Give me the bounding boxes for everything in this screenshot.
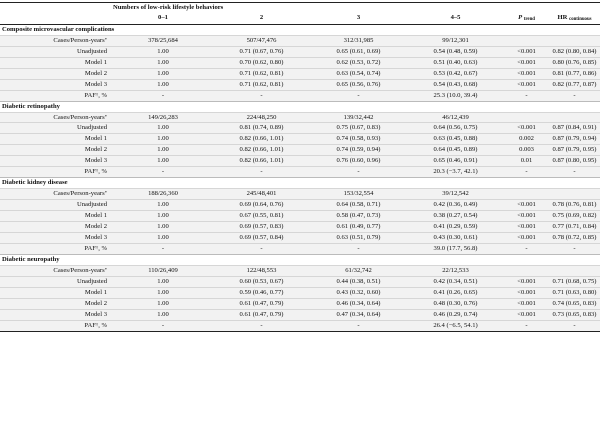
table-cell: 0.77 (0.71, 0.84) xyxy=(549,222,600,233)
table-cell: 1.00 xyxy=(113,200,213,211)
table-cell xyxy=(549,189,600,200)
row-label-text: Model 2 xyxy=(84,299,107,307)
row-label xyxy=(0,243,113,254)
hr-sub: continuous xyxy=(569,16,592,22)
footnote-mark: † xyxy=(95,168,99,174)
table-row xyxy=(0,112,600,123)
table-cell: - xyxy=(549,90,600,101)
header-empty-cell xyxy=(504,3,549,13)
table-cell: 0.01 xyxy=(504,156,549,167)
table-row xyxy=(0,200,600,211)
table-row xyxy=(0,243,600,254)
table-cell: 0.82 (0.66, 1.01) xyxy=(213,145,310,156)
header-empty-cell xyxy=(549,3,600,13)
row-label xyxy=(0,265,113,276)
table-cell xyxy=(504,112,549,123)
row-label xyxy=(0,90,113,101)
row-label-text: Model 1 xyxy=(84,212,107,220)
table-cell: 0.87 (0.79, 0.95) xyxy=(549,145,600,156)
table-cell: 1.00 xyxy=(113,79,213,90)
table-cell: 0.78 (0.76, 0.81) xyxy=(549,200,600,211)
row-label xyxy=(0,134,113,145)
table-cell: 0.63 (0.45, 0.88) xyxy=(407,134,504,145)
table-cell: 1.00 xyxy=(113,287,213,298)
table-cell: 0.82 (0.66, 1.01) xyxy=(213,134,310,145)
table-row xyxy=(0,156,600,167)
table-cell: 188/26,360 xyxy=(113,189,213,200)
table-cell: - xyxy=(213,320,310,331)
row-label-text: Model 1 xyxy=(84,58,107,66)
table-cell: 0.64 (0.58, 0.71) xyxy=(310,200,407,211)
row-label-text: Cases/Person-years xyxy=(53,190,105,198)
table-cell: 25.3 (10.0, 39.4) xyxy=(407,90,504,101)
table-cell: 122/48,553 xyxy=(213,265,310,276)
table-cell: 0.69 (0.64, 0.76) xyxy=(213,200,310,211)
footnote-mark: † xyxy=(95,91,99,97)
row-label-suffix: , % xyxy=(98,244,107,252)
table-row xyxy=(0,309,600,320)
row-label-text: PAF xyxy=(84,91,96,99)
table-cell: 0.43 (0.30, 0.61) xyxy=(407,233,504,244)
row-label-text: Cases/Person-years xyxy=(53,113,105,121)
row-label xyxy=(0,35,113,46)
table-cell: 0.64 (0.56, 0.75) xyxy=(407,123,504,134)
row-label xyxy=(0,200,113,211)
table-cell: - xyxy=(213,90,310,101)
table-cell: 0.74 (0.58, 0.93) xyxy=(310,134,407,145)
table-cell: 0.69 (0.57, 0.84) xyxy=(213,233,310,244)
row-label-text: Model 3 xyxy=(84,234,107,242)
table-cell: 1.00 xyxy=(113,123,213,134)
table-cell: 0.69 (0.57, 0.83) xyxy=(213,222,310,233)
table-cell: 224/48,250 xyxy=(213,112,310,123)
table-cell: <0.001 xyxy=(504,222,549,233)
footnote-mark: † xyxy=(95,321,99,327)
table-cell: 39/12,542 xyxy=(407,189,504,200)
column-header-hr-continuous xyxy=(549,13,600,24)
row-label-text: Model 3 xyxy=(84,157,107,165)
table-cell: 0.75 (0.67, 0.83) xyxy=(310,123,407,134)
table-cell: - xyxy=(549,243,600,254)
table-cell: 0.38 (0.27, 0.54) xyxy=(407,211,504,222)
table-cell: <0.001 xyxy=(504,68,549,79)
table-row xyxy=(0,189,600,200)
row-label-text: Model 3 xyxy=(84,80,107,88)
table-cell: 0.51 (0.40, 0.63) xyxy=(407,57,504,68)
table-cell: 0.63 (0.54, 0.74) xyxy=(310,68,407,79)
table-cell: - xyxy=(113,243,213,254)
table-cell: 1.00 xyxy=(113,222,213,233)
table-row xyxy=(0,233,600,244)
table-cell: 0.71 (0.67, 0.76) xyxy=(213,46,310,57)
row-label xyxy=(0,79,113,90)
table-cell: 0.43 (0.32, 0.60) xyxy=(310,287,407,298)
column-header: 2 xyxy=(213,13,310,24)
table-cell: 0.70 (0.62, 0.80) xyxy=(213,57,310,68)
table-cell: <0.001 xyxy=(504,57,549,68)
row-label xyxy=(0,46,113,57)
table-row xyxy=(0,211,600,222)
row-label-text: Unadjusted xyxy=(76,47,107,55)
row-label xyxy=(0,320,113,331)
table-row xyxy=(0,123,600,134)
header-row-columns xyxy=(0,13,600,24)
row-label-suffix: , % xyxy=(98,321,107,329)
table-cell: - xyxy=(310,320,407,331)
table-cell: 0.78 (0.72, 0.85) xyxy=(549,233,600,244)
row-label xyxy=(0,211,113,222)
row-label-text: Model 3 xyxy=(84,310,107,318)
table-cell: 139/32,442 xyxy=(310,112,407,123)
table-cell: - xyxy=(113,90,213,101)
table-cell: <0.001 xyxy=(504,79,549,90)
row-label xyxy=(0,298,113,309)
table-cell: 0.41 (0.26, 0.65) xyxy=(407,287,504,298)
row-label xyxy=(0,57,113,68)
table-cell: - xyxy=(504,243,549,254)
table-cell: 0.58 (0.47, 0.73) xyxy=(310,211,407,222)
table-row xyxy=(0,79,600,90)
table-cell: 1.00 xyxy=(113,68,213,79)
table-cell: 0.71 (0.63, 0.80) xyxy=(549,287,600,298)
row-label xyxy=(0,276,113,287)
row-label-suffix: , % xyxy=(98,91,107,99)
section-title: Composite microvascular complications xyxy=(0,24,600,35)
table-cell: <0.001 xyxy=(504,123,549,134)
table-row xyxy=(0,222,600,233)
table-cell: 0.65 (0.61, 0.69) xyxy=(310,46,407,57)
row-label-suffix: , % xyxy=(98,168,107,176)
row-label xyxy=(0,156,113,167)
row-label-text: Unadjusted xyxy=(76,277,107,285)
table-cell: 0.62 (0.53, 0.72) xyxy=(310,57,407,68)
table-cell xyxy=(504,35,549,46)
table-cell xyxy=(549,112,600,123)
table-cell: 0.65 (0.56, 0.76) xyxy=(310,79,407,90)
table-cell: 26.4 (−6.5, 54.1) xyxy=(407,320,504,331)
table-cell: 0.81 (0.74, 0.89) xyxy=(213,123,310,134)
table-cell: 0.71 (0.62, 0.81) xyxy=(213,68,310,79)
row-label xyxy=(0,287,113,298)
hr-main: HR xyxy=(557,13,568,21)
table-cell: - xyxy=(310,243,407,254)
row-label-text: Model 1 xyxy=(84,288,107,296)
table-cell: 0.61 (0.47, 0.79) xyxy=(213,309,310,320)
table-cell: - xyxy=(113,167,213,178)
table-cell: 0.71 (0.62, 0.81) xyxy=(213,79,310,90)
row-label-text: Cases/Person-years xyxy=(53,36,105,44)
table-cell: 0.73 (0.65, 0.83) xyxy=(549,309,600,320)
table-cell: <0.001 xyxy=(504,233,549,244)
table-row xyxy=(0,68,600,79)
table-cell: 378/25,684 xyxy=(113,35,213,46)
table-cell: 0.74 (0.59, 0.94) xyxy=(310,145,407,156)
table-cell: 0.41 (0.29, 0.59) xyxy=(407,222,504,233)
header-empty-cell xyxy=(0,3,113,13)
table-cell xyxy=(504,189,549,200)
row-label-text: Unadjusted xyxy=(76,124,107,132)
table-cell: - xyxy=(310,90,407,101)
row-label-text: Unadjusted xyxy=(76,201,107,209)
table-cell: 39.0 (17.7, 56.8) xyxy=(407,243,504,254)
table-cell: 61/32,742 xyxy=(310,265,407,276)
p-trend-main: P xyxy=(518,13,523,21)
table-cell: 153/32,554 xyxy=(310,189,407,200)
table-cell: 1.00 xyxy=(113,134,213,145)
table-cell: 0.42 (0.34, 0.51) xyxy=(407,276,504,287)
table-cell: - xyxy=(213,243,310,254)
row-label-text: PAF xyxy=(84,168,96,176)
table-cell: 245/48,401 xyxy=(213,189,310,200)
table-row xyxy=(0,167,600,178)
table-cell: 0.002 xyxy=(504,134,549,145)
row-label-text: Model 2 xyxy=(84,69,107,77)
section-title: Diabetic retinopathy xyxy=(0,101,600,112)
table-cell: - xyxy=(549,167,600,178)
row-label xyxy=(0,112,113,123)
table-row xyxy=(0,265,600,276)
table-cell: - xyxy=(113,320,213,331)
row-label-text: PAF xyxy=(84,321,96,329)
row-label-text: Model 2 xyxy=(84,146,107,154)
header-empty-cell xyxy=(0,13,113,24)
row-label xyxy=(0,68,113,79)
table-cell: - xyxy=(310,167,407,178)
table-cell: 312/31,985 xyxy=(310,35,407,46)
table-cell: 0.87 (0.79, 0.94) xyxy=(549,134,600,145)
footnote-mark: * xyxy=(104,266,107,272)
table-cell: 1.00 xyxy=(113,276,213,287)
table-cell: 1.00 xyxy=(113,309,213,320)
section-title: Diabetic kidney disease xyxy=(0,178,600,189)
table-cell: 0.87 (0.80, 0.95) xyxy=(549,156,600,167)
table-row xyxy=(0,276,600,287)
table-row xyxy=(0,298,600,309)
table-cell: 0.82 (0.77, 0.87) xyxy=(549,79,600,90)
table-row xyxy=(0,46,600,57)
table-cell: <0.001 xyxy=(504,287,549,298)
footnote-mark: * xyxy=(104,190,107,196)
table-cell: - xyxy=(504,167,549,178)
results-table xyxy=(0,2,600,332)
table-cell: 0.54 (0.43, 0.68) xyxy=(407,79,504,90)
p-trend-sub: trend xyxy=(523,16,535,22)
row-label xyxy=(0,222,113,233)
column-header: 3 xyxy=(310,13,407,24)
table-cell: 507/47,476 xyxy=(213,35,310,46)
section-header-row xyxy=(0,101,600,112)
table-cell: 0.54 (0.48, 0.59) xyxy=(407,46,504,57)
table-cell: 0.44 (0.38, 0.51) xyxy=(310,276,407,287)
table-row xyxy=(0,90,600,101)
row-label xyxy=(0,123,113,134)
table-cell: 1.00 xyxy=(113,211,213,222)
section-title: Diabetic neuropathy xyxy=(0,254,600,265)
row-label-text: Model 1 xyxy=(84,135,107,143)
table-cell: - xyxy=(504,320,549,331)
table-cell: 0.47 (0.34, 0.64) xyxy=(310,309,407,320)
row-label xyxy=(0,309,113,320)
table-row xyxy=(0,320,600,331)
table-cell: 1.00 xyxy=(113,233,213,244)
table-cell: <0.001 xyxy=(504,46,549,57)
table-cell: 22/12,533 xyxy=(407,265,504,276)
table-cell: 0.65 (0.46, 0.91) xyxy=(407,156,504,167)
table-cell: 0.71 (0.68, 0.75) xyxy=(549,276,600,287)
section-header-row xyxy=(0,24,600,35)
table-cell: 99/12,301 xyxy=(407,35,504,46)
table-cell: 110/26,409 xyxy=(113,265,213,276)
table-cell: <0.001 xyxy=(504,309,549,320)
table-cell: 0.81 (0.77, 0.86) xyxy=(549,68,600,79)
table-cell: 0.46 (0.29, 0.74) xyxy=(407,309,504,320)
table-cell: <0.001 xyxy=(504,200,549,211)
column-header-p-trend xyxy=(504,13,549,24)
table-cell: 0.74 (0.65, 0.83) xyxy=(549,298,600,309)
table-cell: 0.48 (0.30, 0.76) xyxy=(407,298,504,309)
row-label xyxy=(0,233,113,244)
footnote-mark: * xyxy=(104,113,107,119)
table-cell: 0.82 (0.66, 1.01) xyxy=(213,156,310,167)
column-header: 0–1 xyxy=(113,13,213,24)
table-cell: <0.001 xyxy=(504,298,549,309)
table-cell: 0.46 (0.34, 0.64) xyxy=(310,298,407,309)
table-row xyxy=(0,134,600,145)
section-header-row xyxy=(0,254,600,265)
table-cell: 0.63 (0.51, 0.79) xyxy=(310,233,407,244)
table-cell xyxy=(504,265,549,276)
table-cell xyxy=(549,35,600,46)
table-cell: 20.3 (−3.7, 42.1) xyxy=(407,167,504,178)
table-cell: 0.003 xyxy=(504,145,549,156)
table-cell: 149/26,283 xyxy=(113,112,213,123)
row-label-text: PAF xyxy=(84,244,96,252)
table-cell: 1.00 xyxy=(113,145,213,156)
table-cell: 1.00 xyxy=(113,57,213,68)
table-cell: 1.00 xyxy=(113,46,213,57)
table-row xyxy=(0,287,600,298)
table-cell: 0.82 (0.80, 0.84) xyxy=(549,46,600,57)
table-cell: 0.61 (0.49, 0.77) xyxy=(310,222,407,233)
section-header-row xyxy=(0,178,600,189)
table-cell: 0.75 (0.69, 0.82) xyxy=(549,211,600,222)
table-cell: 0.80 (0.76, 0.85) xyxy=(549,57,600,68)
table-cell xyxy=(549,265,600,276)
table-body xyxy=(0,24,600,331)
table-cell: <0.001 xyxy=(504,276,549,287)
table-cell: 0.67 (0.55, 0.81) xyxy=(213,211,310,222)
table-cell: 0.59 (0.46, 0.77) xyxy=(213,287,310,298)
table-cell: 0.53 (0.42, 0.67) xyxy=(407,68,504,79)
footnote-mark: * xyxy=(104,36,107,42)
table-cell: - xyxy=(213,167,310,178)
row-label xyxy=(0,189,113,200)
table-row xyxy=(0,35,600,46)
table-cell: 0.60 (0.53, 0.67) xyxy=(213,276,310,287)
table-cell: 1.00 xyxy=(113,298,213,309)
table-row xyxy=(0,145,600,156)
table-cell: 0.42 (0.36, 0.49) xyxy=(407,200,504,211)
header-group-title: Numbers of low-risk lifestyle behaviors xyxy=(113,3,504,13)
table-cell: <0.001 xyxy=(504,211,549,222)
table-cell: 0.76 (0.60, 0.96) xyxy=(310,156,407,167)
header-row-group xyxy=(0,3,600,13)
column-header: 4–5 xyxy=(407,13,504,24)
row-label-text: Cases/Person-years xyxy=(53,266,105,274)
table-cell: 46/12,439 xyxy=(407,112,504,123)
row-label-text: Model 2 xyxy=(84,223,107,231)
footnote-mark: † xyxy=(95,244,99,250)
row-label xyxy=(0,145,113,156)
table-cell: - xyxy=(504,90,549,101)
table-cell: 0.64 (0.45, 0.89) xyxy=(407,145,504,156)
table-cell: - xyxy=(549,320,600,331)
table-cell: 1.00 xyxy=(113,156,213,167)
row-label xyxy=(0,167,113,178)
table-cell: 0.61 (0.47, 0.79) xyxy=(213,298,310,309)
table-row xyxy=(0,57,600,68)
table-cell: 0.87 (0.84, 0.91) xyxy=(549,123,600,134)
